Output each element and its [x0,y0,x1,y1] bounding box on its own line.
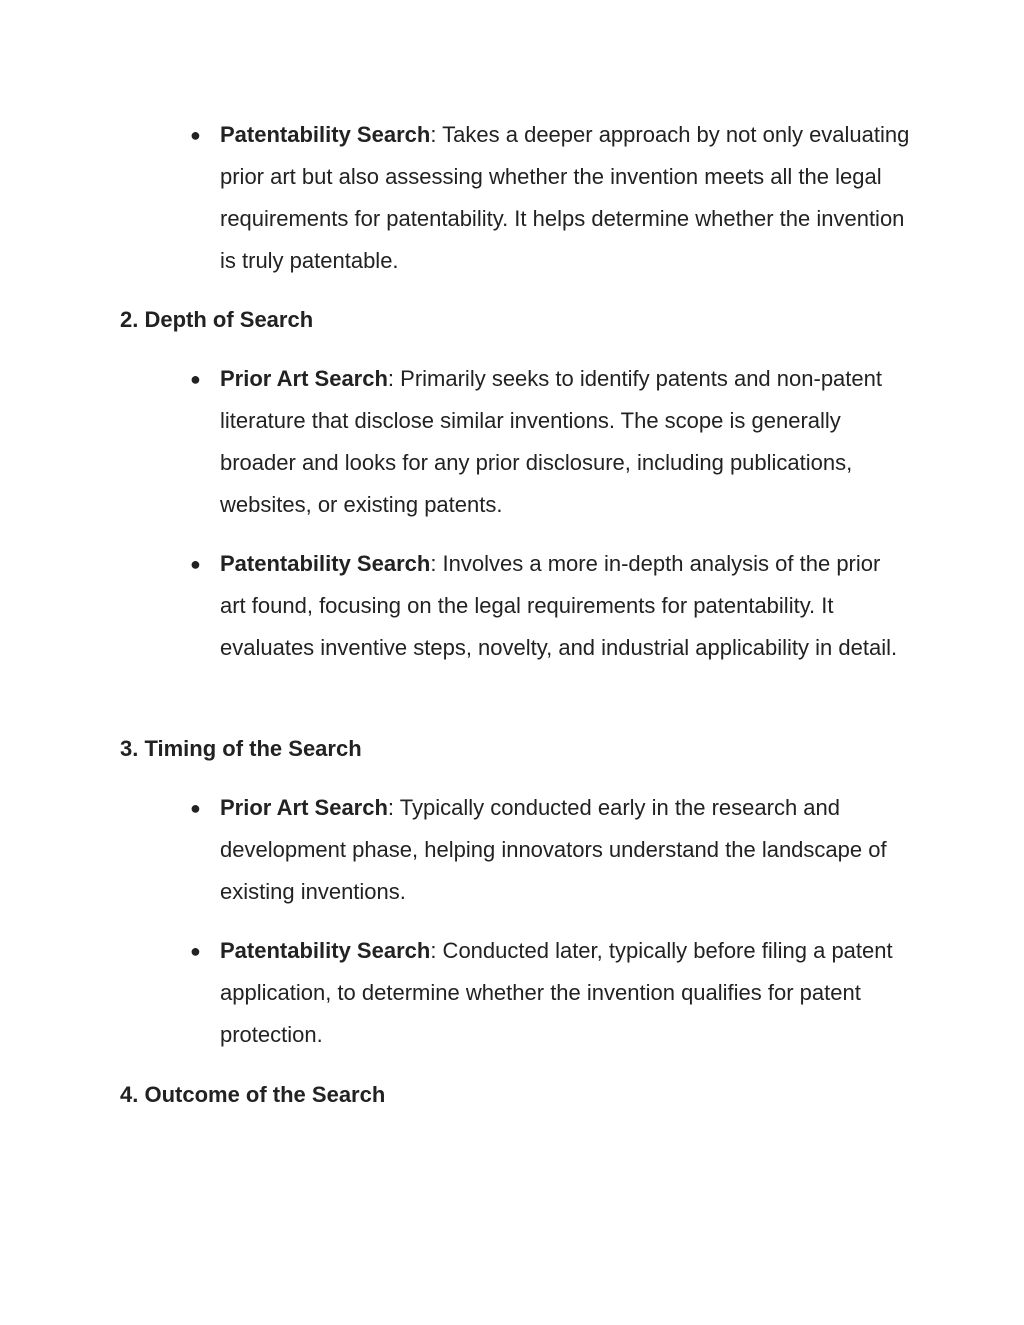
section-heading-timing: 3. Timing of the Search [120,736,362,761]
bullet-separator: : [430,122,437,147]
bullet-patentability-search-3 [190,930,910,1056]
bullet-patentability-search-2 [190,543,910,669]
bullet-text: Takes a deeper approach by not only evaluating prior art but also assessing whether the invention meets all the legal requirements for patentability. It helps determine whether the invention is truly patentable. [220,122,910,273]
bullet-text: Primarily seeks to identify patents and non-patent literature that disclose similar inventions. The scope is generally broader and looks for any prior disclosure, including publications, websites, or existing patents. [220,366,882,517]
bullet-separator: : [430,551,437,576]
bullet-patentability-search-1 [190,114,910,282]
bullet-term: Patentability Search [220,122,431,147]
bullet-separator: : [387,795,395,820]
bullet-term: Patentability Search [220,938,431,963]
bullet-text: Involves a more in-depth analysis of the prior art found, focusing on the legal requirements for patentability. It evaluates inventive steps, novelty, and industrial applicability in detail. [220,551,898,660]
bullet-prior-art-search-2 [190,358,910,526]
bullet-separator: : [387,366,395,391]
bullet-term: Prior Art Search [220,366,388,391]
bullet-text: Conducted later, typically before filing a patent application, to determine whether the invention qualifies for patent protection. [220,938,893,1047]
bullet-dot: ● [190,941,201,961]
section-heading-outcome: 4. Outcome of the Search [120,1082,386,1107]
section-heading-depth: 2. Depth of Search [120,307,314,332]
bullet-dot: ● [190,554,201,574]
bullet-dot: ● [190,369,201,389]
bullet-dot: ● [190,125,201,145]
bullet-term: Prior Art Search [220,795,388,820]
bullet-term: Patentability Search [220,551,431,576]
bullet-separator: : [430,938,437,963]
bullet-prior-art-search-3 [190,787,910,913]
bullet-text: Typically conducted early in the research and development phase, helping innovators understand the landscape of existing inventions. [220,795,887,904]
bullet-dot: ● [190,798,201,818]
